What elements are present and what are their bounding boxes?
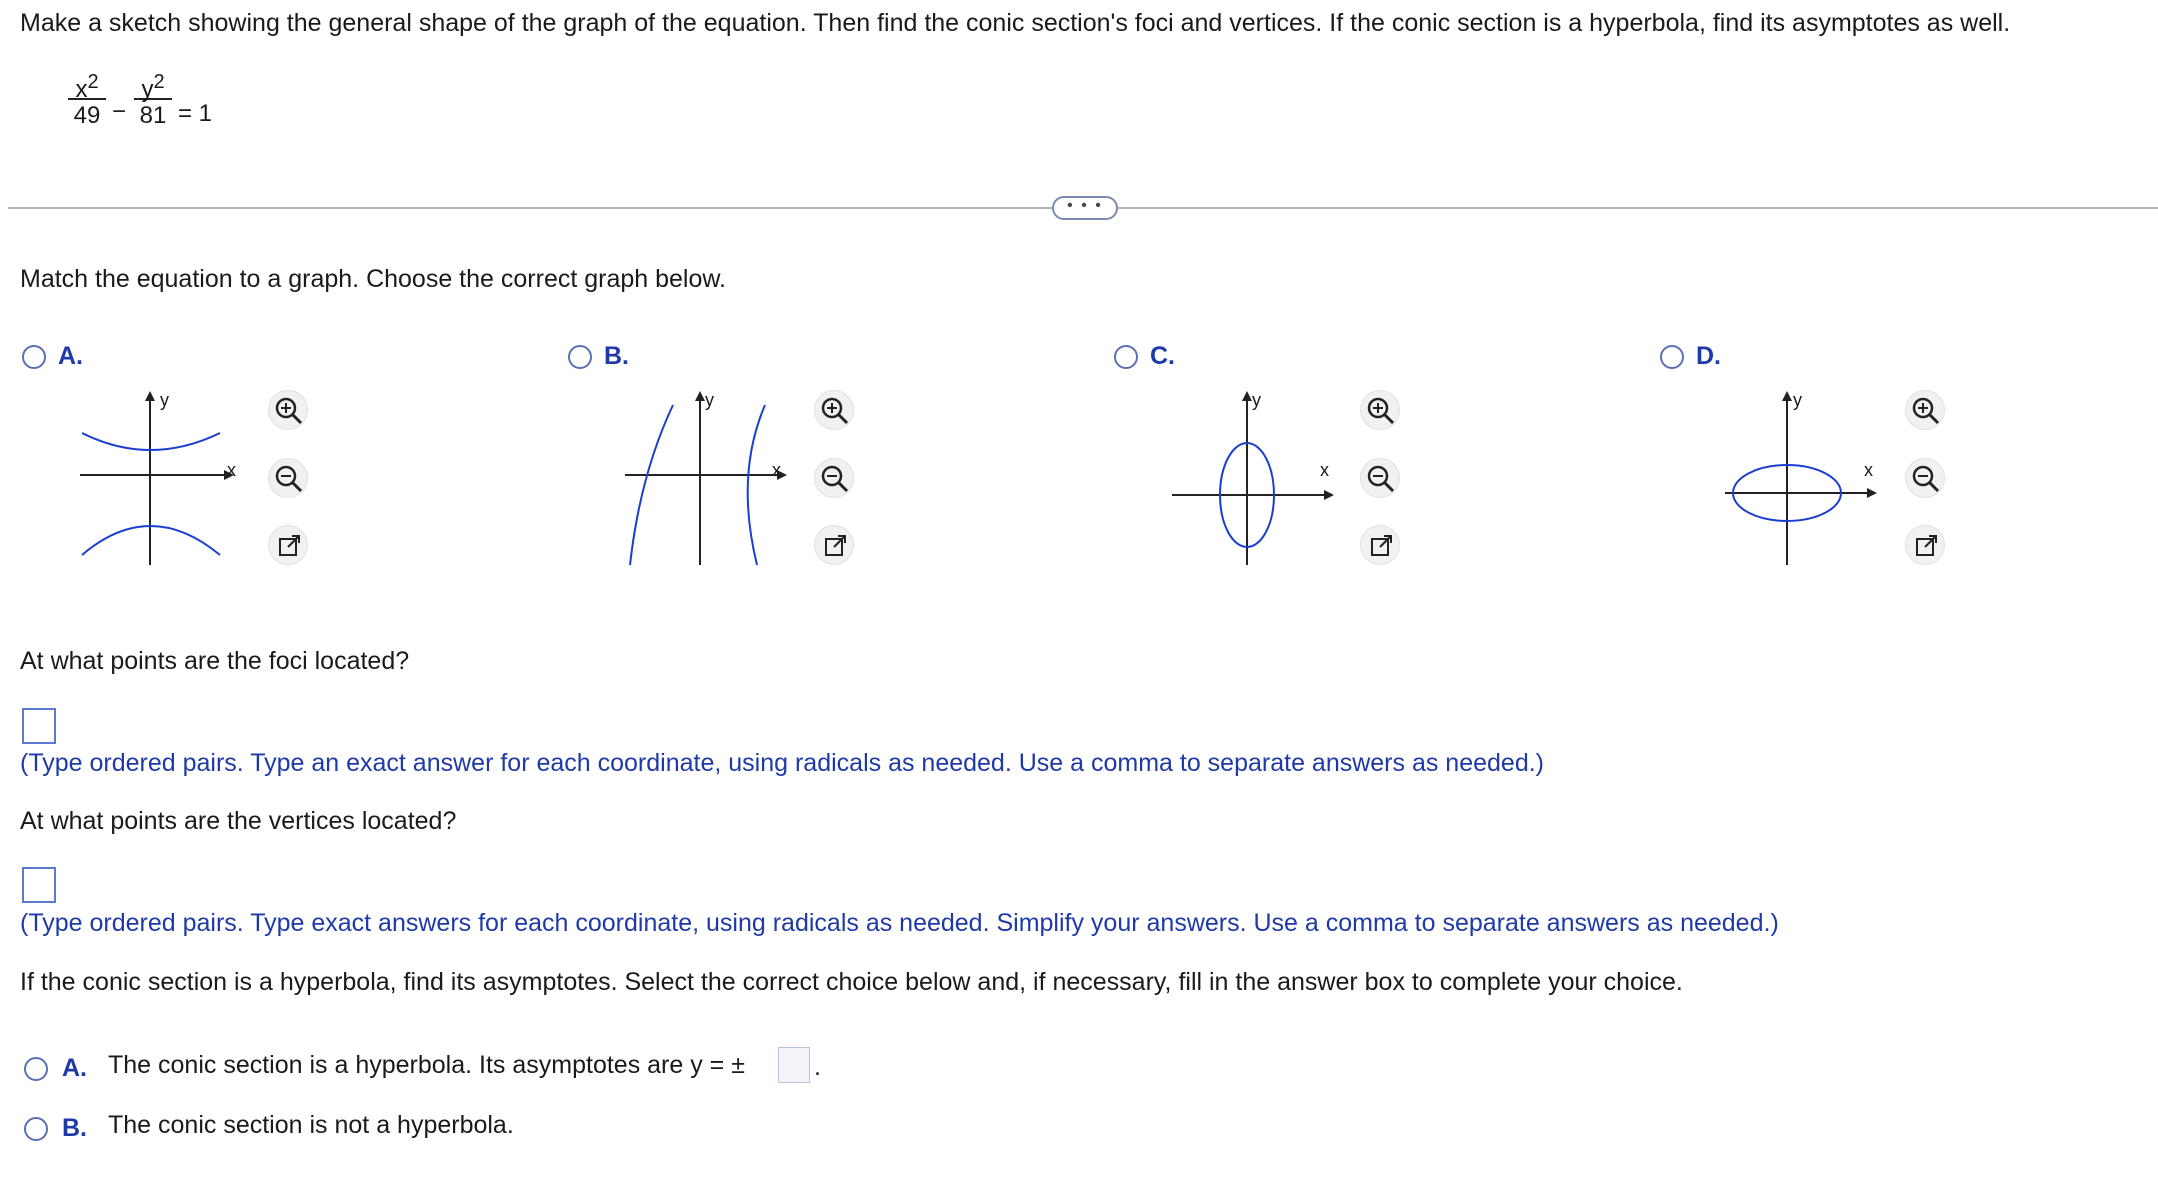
graph-a[interactable]: [70, 385, 240, 570]
instruction-text: Make a sketch showing the general shape of the graph of the equation. Then find the conic section's foci and vertices. If the conic section is a hyperbola, find its asymptotes as well.: [20, 9, 2011, 37]
zoom-out-icon: [1361, 459, 1401, 499]
axis-x-label-d: x: [1864, 460, 1873, 480]
foci-answer-input[interactable]: [22, 708, 56, 744]
axis-y-label-c: y: [1252, 390, 1261, 410]
zoom-in-button-d[interactable]: [1905, 390, 1945, 430]
zoom-out-button-b[interactable]: [814, 458, 854, 498]
axis-x-label-a: x: [227, 460, 236, 480]
zoom-out-button-d[interactable]: [1905, 458, 1945, 498]
zoom-in-button-b[interactable]: [814, 390, 854, 430]
option-letter-d: D.: [1696, 342, 1721, 370]
zoom-out-icon: [815, 459, 855, 499]
axis-x-label-c: x: [1320, 460, 1329, 480]
zoom-in-button-a[interactable]: [268, 390, 308, 430]
popout-icon: [815, 526, 855, 566]
zoom-in-icon: [1361, 391, 1401, 431]
equation-term1-num: x: [75, 76, 88, 103]
axis-x-label-b: x: [772, 460, 781, 480]
axis-y-label-b: y: [705, 390, 714, 410]
vertices-question: At what points are the vertices located?: [20, 807, 457, 835]
asymptote-text-b: The conic section is not a hyperbola.: [108, 1111, 514, 1139]
option-letter-b: B.: [604, 342, 629, 370]
equation-term1-den: 49: [73, 102, 101, 129]
asymptote-suffix-a: .: [814, 1053, 821, 1081]
foci-question: At what points are the foci located?: [20, 647, 410, 675]
popout-icon: [1906, 526, 1946, 566]
asymptote-answer-input[interactable]: [778, 1047, 810, 1083]
zoom-in-icon: [815, 391, 855, 431]
popout-icon: [269, 526, 309, 566]
popout-button-b[interactable]: [814, 525, 854, 565]
popout-button-d[interactable]: [1905, 525, 1945, 565]
zoom-out-icon: [1906, 459, 1946, 499]
radio-c[interactable]: [1114, 345, 1138, 369]
vertices-hint: (Type ordered pairs. Type exact answers for each coordinate, using radicals as needed. Simplify your answers. Use a comma to separate answers as needed.): [20, 909, 1779, 937]
equation-minus: −: [112, 98, 127, 125]
asymptote-prompt: If the conic section is a hyperbola, find its asymptotes. Select the correct choice below and, if necessary, fill in the answer box to complete your choice.: [20, 968, 1683, 996]
option-letter-a: A.: [58, 342, 83, 370]
vertices-answer-input[interactable]: [22, 867, 56, 903]
zoom-in-icon: [269, 391, 309, 431]
popout-icon: [1361, 526, 1401, 566]
popout-button-a[interactable]: [268, 525, 308, 565]
match-prompt: Match the equation to a graph. Choose the correct graph below.: [20, 265, 727, 293]
zoom-out-button-a[interactable]: [268, 458, 308, 498]
equation-term1-exp: 2: [87, 71, 99, 93]
equation-term2-num: y: [141, 76, 154, 103]
radio-d[interactable]: [1660, 345, 1684, 369]
zoom-in-button-c[interactable]: [1360, 390, 1400, 430]
radio-a[interactable]: [22, 345, 46, 369]
equation-rhs: = 1: [178, 100, 213, 127]
zoom-out-button-c[interactable]: [1360, 458, 1400, 498]
graph-c[interactable]: [1162, 385, 1342, 570]
option-letter-c: C.: [1150, 342, 1175, 370]
radio-asymptote-b[interactable]: [24, 1117, 48, 1141]
more-button[interactable]: • • •: [1052, 196, 1118, 220]
foci-hint: (Type ordered pairs. Type an exact answer for each coordinate, using radicals as needed. Use a comma to separate answers as needed.): [20, 749, 1544, 777]
radio-b[interactable]: [568, 345, 592, 369]
axis-y-label-a: y: [160, 390, 169, 410]
equation-term2-den: 81: [139, 102, 167, 129]
zoom-in-icon: [1906, 391, 1946, 431]
asymptote-letter-a: A.: [62, 1054, 87, 1082]
asymptote-text-a: The conic section is a hyperbola. Its asymptotes are y = ±: [108, 1051, 745, 1079]
radio-asymptote-a[interactable]: [24, 1057, 48, 1081]
zoom-out-icon: [269, 459, 309, 499]
asymptote-letter-b: B.: [62, 1114, 87, 1142]
graph-b[interactable]: [615, 385, 795, 570]
graph-d[interactable]: [1705, 385, 1885, 570]
axis-y-label-d: y: [1793, 390, 1802, 410]
equation-term2-exp: 2: [153, 71, 165, 93]
popout-button-c[interactable]: [1360, 525, 1400, 565]
